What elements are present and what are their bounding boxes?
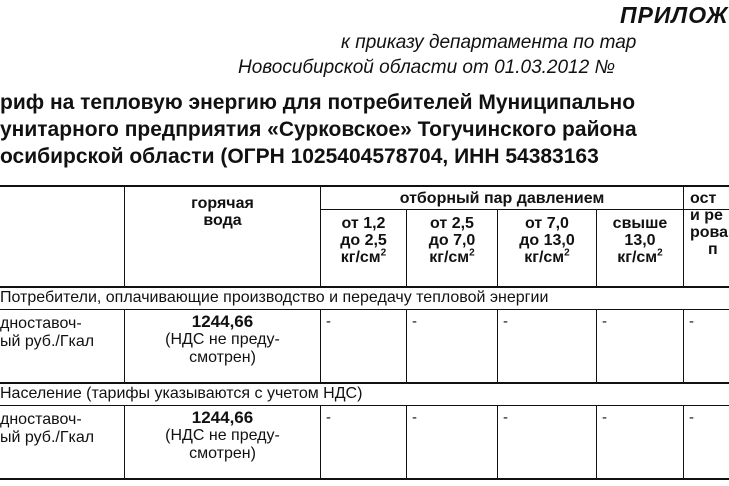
- col-range-to: до 2,5: [340, 232, 387, 249]
- steam-col-4-header: [597, 215, 683, 266]
- tariff-value-cell: [125, 409, 320, 463]
- tariff-value: 1244,66: [191, 408, 254, 427]
- table-rule: [0, 405, 729, 406]
- empty-value: -: [602, 409, 607, 426]
- empty-value: -: [326, 409, 331, 426]
- row-label-line: ый руб./Гкал: [0, 429, 95, 446]
- table-rule: [0, 185, 729, 187]
- table-rule: [0, 382, 729, 384]
- row-label: [0, 411, 94, 447]
- table-rule: [406, 405, 407, 479]
- appendix-heading: ПРИЛОЖ: [620, 2, 729, 28]
- steam-col-2-header: [407, 215, 497, 266]
- empty-value: -: [412, 313, 417, 330]
- hot-water-header: [125, 195, 320, 229]
- table-rule: [497, 309, 498, 383]
- document-title-line-2: унитарного предприятия «Сурковское» Тогучинского района: [0, 118, 637, 141]
- table-rule: [0, 309, 729, 310]
- unit-text: кг/см: [524, 249, 565, 266]
- empty-value: -: [689, 313, 694, 330]
- unit-text: кг/см: [617, 249, 658, 266]
- col-unit: [407, 249, 497, 266]
- steam-col-1-header: [321, 215, 406, 266]
- empty-value: -: [503, 313, 508, 330]
- unit-text: кг/см: [429, 249, 470, 266]
- table-rule: [596, 405, 597, 479]
- row-label-line: дноставоч-: [0, 411, 82, 428]
- vat-note: (НДС не преду-: [165, 331, 280, 348]
- col-range-from: свыше: [612, 215, 668, 232]
- unit-superscript: 2: [564, 247, 570, 259]
- steam-col-3-header: [498, 215, 596, 266]
- section-heading: Потребители, оплачивающие производство и передачу тепловой энергии: [0, 289, 549, 306]
- unit-text: кг/см: [340, 249, 381, 266]
- col-unit: [321, 249, 406, 266]
- col-range-from: от 2,5: [430, 215, 474, 232]
- table-rule: [320, 405, 321, 479]
- col-range-from: от 1,2: [341, 215, 386, 232]
- last-column-header: [690, 190, 728, 258]
- header-line: п: [708, 241, 718, 258]
- col-range-from: от 7,0: [525, 215, 569, 232]
- vat-note: (НДС не преду-: [165, 427, 280, 444]
- vat-note: смотрен): [189, 445, 256, 462]
- header-line: горячая: [191, 195, 254, 212]
- header-line: ост: [690, 190, 717, 207]
- order-date-line: Новосибирской области от 01.03.2012 №: [238, 57, 616, 78]
- unit-superscript: 2: [657, 247, 663, 259]
- table-rule: [0, 286, 729, 288]
- header-line: рова: [690, 224, 729, 241]
- col-range-to: до 7,0: [428, 232, 476, 249]
- table-rule: [0, 478, 729, 480]
- col-range-to: 13,0: [624, 232, 656, 249]
- unit-superscript: 2: [380, 247, 387, 259]
- document-title-line-1: риф на тепловую энергию для потребителей Муниципально: [0, 91, 636, 114]
- empty-value: -: [412, 409, 417, 426]
- table-rule: [683, 309, 684, 383]
- empty-value: -: [602, 313, 607, 330]
- tariff-value-cell: [125, 313, 320, 367]
- steam-group-header: отборный пар давлением: [399, 190, 605, 207]
- table-rule: [683, 185, 684, 287]
- header-line: вода: [203, 212, 242, 229]
- table-rule: [406, 309, 407, 383]
- table-rule: [497, 405, 498, 479]
- empty-value: -: [689, 409, 694, 426]
- col-unit: [498, 249, 596, 266]
- table-rule: [596, 309, 597, 383]
- empty-value: -: [326, 313, 331, 330]
- row-label-line: дноставоч-: [0, 315, 82, 332]
- document-title-line-3: осибирской области (ОГРН 1025404578704, ИНН 54383163: [0, 145, 599, 168]
- table-rule: [320, 309, 321, 383]
- empty-value: -: [503, 409, 508, 426]
- row-label: [0, 315, 94, 351]
- order-reference: к приказу департамента по тар: [341, 32, 637, 53]
- header-line: и ре: [690, 207, 723, 224]
- section-heading: Население (тарифы указываются с учетом НДС): [0, 385, 363, 402]
- col-range-to: до 13,0: [519, 232, 575, 249]
- vat-note: смотрен): [189, 349, 256, 366]
- tariff-value: 1244,66: [191, 312, 254, 331]
- unit-superscript: 2: [469, 247, 475, 259]
- table-rule: [321, 209, 729, 210]
- row-label-line: ый руб./Гкал: [0, 333, 95, 350]
- table-rule: [683, 405, 684, 479]
- col-unit: [597, 249, 683, 266]
